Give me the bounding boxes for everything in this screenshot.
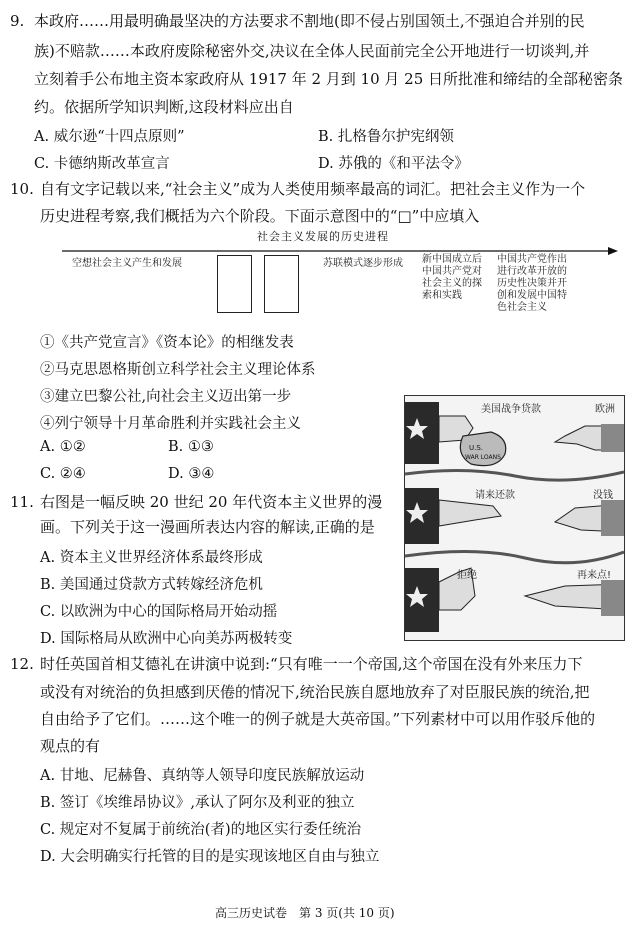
cartoon-label-mid-left: 请来还款	[475, 490, 515, 501]
stage-6-line: 色社会主义	[497, 302, 547, 313]
q9-line-1: 本政府……用最明确最坚决的方法要求不割地(即不侵占别国领土,不强迫合并别的民	[34, 12, 585, 30]
page-footer: 高三历史试卷 第 3 页(共 10 页)	[215, 906, 395, 920]
stage-6-line: 历史性决策并开	[497, 278, 567, 289]
q12-line-3: 自由给予了它们。……这个唯一的例子就是大英帝国。”下列素材中可以用作驳斥他的	[40, 710, 596, 728]
q10-line-1: 自有文字记载以来,“社会主义”成为人类使用频率最高的词汇。把社会主义作为一个	[40, 180, 586, 198]
timeline-blank-box-1	[217, 255, 252, 313]
stage-6-line: 创和发展中国特	[497, 290, 567, 301]
q9-option-a: A. 威尔逊“十四点原则”	[34, 129, 185, 145]
q12-option-d: D. 大会明确实行托管的目的是实现该地区自由与独立	[40, 849, 380, 865]
timeline-title: 社会主义发展的历史进程	[257, 230, 389, 243]
q10-item-4: ④列宁领导十月革命胜利并实践社会主义	[40, 416, 301, 432]
cartoon-label-bottom-left: 拒绝	[457, 570, 477, 581]
stage-6-line: 进行改革开放的	[497, 266, 567, 277]
timeline-stage-5	[422, 254, 482, 302]
q10-option-a: A. ①②	[40, 439, 86, 455]
q12-line-4: 观点的有	[40, 737, 101, 755]
q10-option-b: B. ①③	[168, 439, 214, 455]
cartoon-drawing	[405, 396, 624, 640]
q10-item-3: ③建立巴黎公社,向社会主义迈出第一步	[40, 389, 292, 405]
q9-line-3: 立刻着手公布地主资本家政府从 1917 年 2 月到 10 月 25 日所批准和缔结的全部秘密条	[34, 70, 624, 88]
cartoon-label-mid-right: 没钱	[593, 490, 613, 501]
q10-line-2: 历史进程考察,我们概括为六个阶段。下面示意图中的“□”中应填入	[40, 207, 480, 225]
cartoon-label-top: 美国战争贷款	[481, 404, 541, 415]
q12-line-1: 时任英国首相艾德礼在讲演中说到:“只有唯一一个帝国,这个帝国在没有外来压力下	[40, 655, 583, 673]
stage-5-line: 索和实践	[422, 290, 462, 301]
svg-text:U.S.: U.S.	[469, 444, 484, 452]
cartoon-label-europe: 欧洲	[595, 404, 615, 415]
cartoon-label-bottom-right: 再来点!	[577, 570, 612, 581]
q11-option-b: B. 美国通过贷款方式转嫁经济危机	[40, 577, 263, 593]
q11-option-d: D. 国际格局从欧洲中心向美苏两极转变	[40, 631, 293, 647]
q9-line-4: 约。依据所学知识判断,这段材料应出自	[34, 98, 294, 116]
q11-line-2: 画。下列关于这一漫画所表达内容的解读,正确的是	[40, 518, 375, 536]
timeline-stage-6	[497, 254, 567, 314]
war-loans-cartoon	[404, 395, 625, 641]
stage-5-line: 中国共产党对	[422, 266, 482, 277]
q10-number: 10.	[10, 180, 34, 198]
q11-option-c: C. 以欧洲为中心的国际格局开始动摇	[40, 604, 278, 620]
stage-5-line: 新中国成立后	[422, 254, 482, 265]
q12-number: 12.	[10, 655, 34, 673]
q12-option-c: C. 规定对不复属于前统治(者)的地区实行委任统治	[40, 822, 362, 838]
q11-option-a: A. 资本主义世界经济体系最终形成	[40, 550, 263, 566]
timeline-stage-1: 空想社会主义产生和发展	[72, 258, 182, 269]
q10-option-d: D. ③④	[168, 466, 215, 482]
svg-text:WAR LOANS: WAR LOANS	[465, 454, 501, 461]
q9-number: 9.	[10, 12, 25, 30]
q9-line-2: 族)不赔款……本政府废除秘密外交,决议在全体人民面前完全公开地进行一切谈判,并	[34, 42, 590, 60]
timeline-blank-box-2	[264, 255, 299, 313]
q12-line-2: 或没有对统治的负担感到厌倦的情况下,统治民族自愿地放弃了对臣服民族的统治,把	[40, 683, 590, 701]
q11-number: 11.	[10, 493, 34, 511]
q9-option-d: D. 苏俄的《和平法令》	[318, 156, 469, 172]
q9-option-b: B. 扎格鲁尔护宪纲领	[318, 129, 454, 145]
q11-line-1: 右图是一幅反映 20 世纪 20 年代资本主义世界的漫	[40, 493, 383, 511]
q10-option-c: C. ②④	[40, 466, 86, 482]
q9-option-c: C. 卡德纳斯改革宣言	[34, 156, 170, 172]
stage-6-line: 中国共产党作出	[497, 254, 567, 265]
q10-item-1: ①《共产党宣言》《资本论》的相继发表	[40, 335, 294, 351]
stage-5-line: 社会主义的探	[422, 278, 482, 289]
q12-option-b: B. 签订《埃维昂协议》,承认了阿尔及利亚的独立	[40, 795, 355, 811]
q12-option-a: A. 甘地、尼赫鲁、真纳等人领导印度民族解放运动	[40, 768, 365, 784]
timeline-stage-4: 苏联模式逐步形成	[323, 258, 403, 269]
q10-item-2: ②马克思恩格斯创立科学社会主义理论体系	[40, 362, 316, 378]
